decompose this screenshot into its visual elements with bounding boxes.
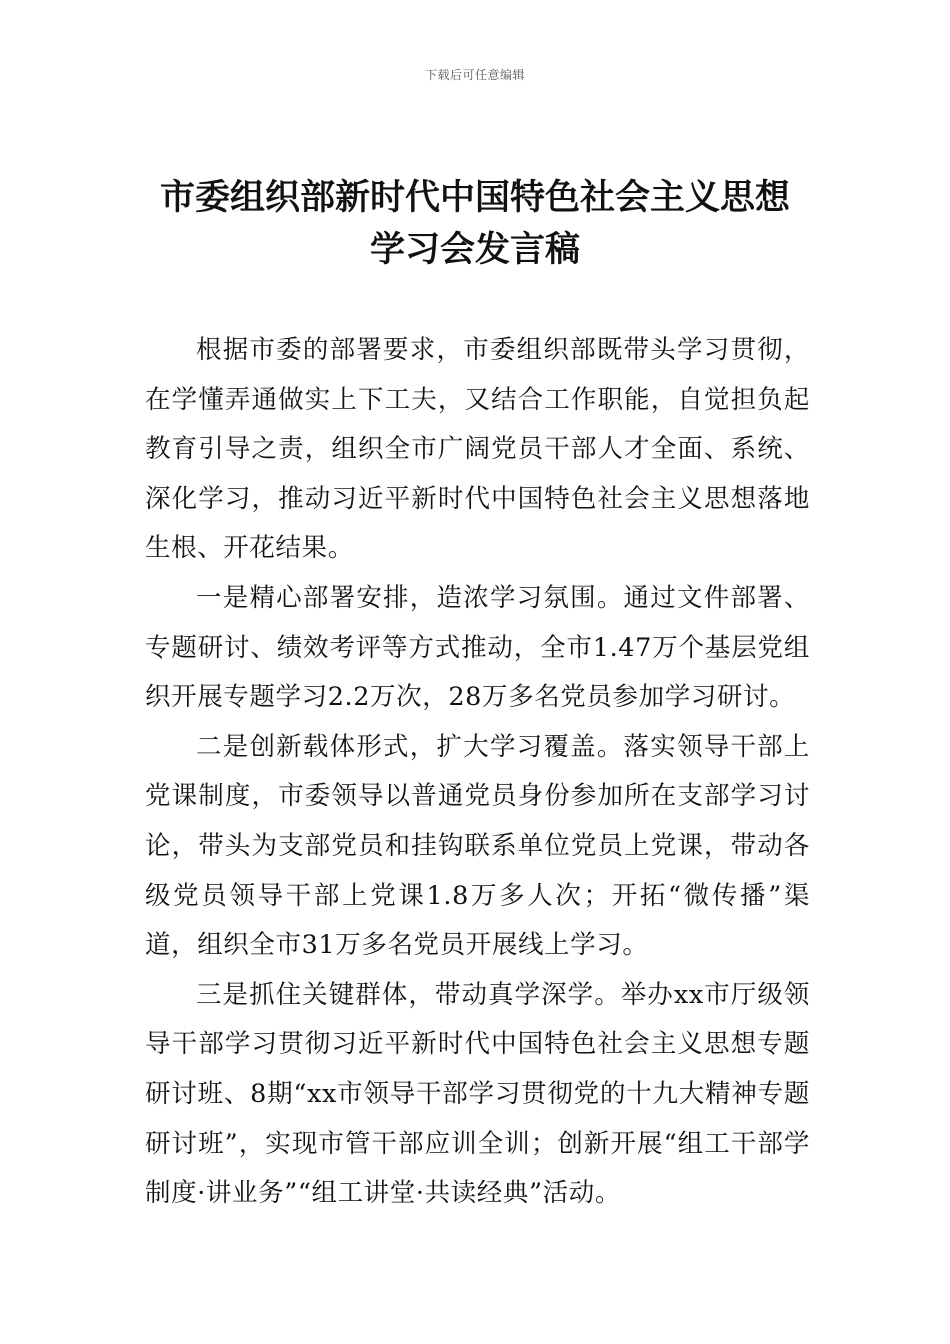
paragraph-point-2: 二是创新载体形式，扩大学习覆盖。落实领导干部上党课制度，市委领导以普通党员身份参加所在支部学习讨论，带头为支部党员和挂钩联系单位党员上党课，带动各级党员领导干部上党课1.8万多人次；开拓“微传播”渠道，组织全市31万多名党员开展线上学习。 [145,731,810,961]
document-title [120,172,830,276]
document-body [145,326,810,1219]
paragraph-intro: 根据市委的部署要求，市委组织部既带头学习贯彻，在学懂弄通做实上下工夫，又结合工作职能，自觉担负起教育引导之责，组织全市广阔党员干部人才全面、系统、深化学习，推动习近平新时代中国特色社会主义思想落地生根、开花结果。 [145,335,810,564]
paragraph-point-1: 一是精心部署安排，造浓学习氛围。通过文件部署、专题研讨、绩效考评等方式推动，全市1.47万个基层党组织开展专题学习2.2万次，28万多名党员参加学习研讨。 [145,582,810,713]
header-note: 下载后可任意编辑 [424,68,525,82]
title-line-2: 学习会发言稿 [369,230,580,270]
paragraph-point-3: 三是抓住关键群体，带动真学深学。举办xx市厅级领导干部学习贯彻习近平新时代中国特色社会主义思想专题研讨班、8期“xx市领导干部学习贯彻党的十九大精神专题研讨班”，实现市管干部应训全训；创新开展“组工干部学制度·讲业务”“组工讲堂·共读经典”活动。 [145,979,810,1209]
title-line-1: 市委组织部新时代中国特色社会主义思想 [159,178,790,218]
